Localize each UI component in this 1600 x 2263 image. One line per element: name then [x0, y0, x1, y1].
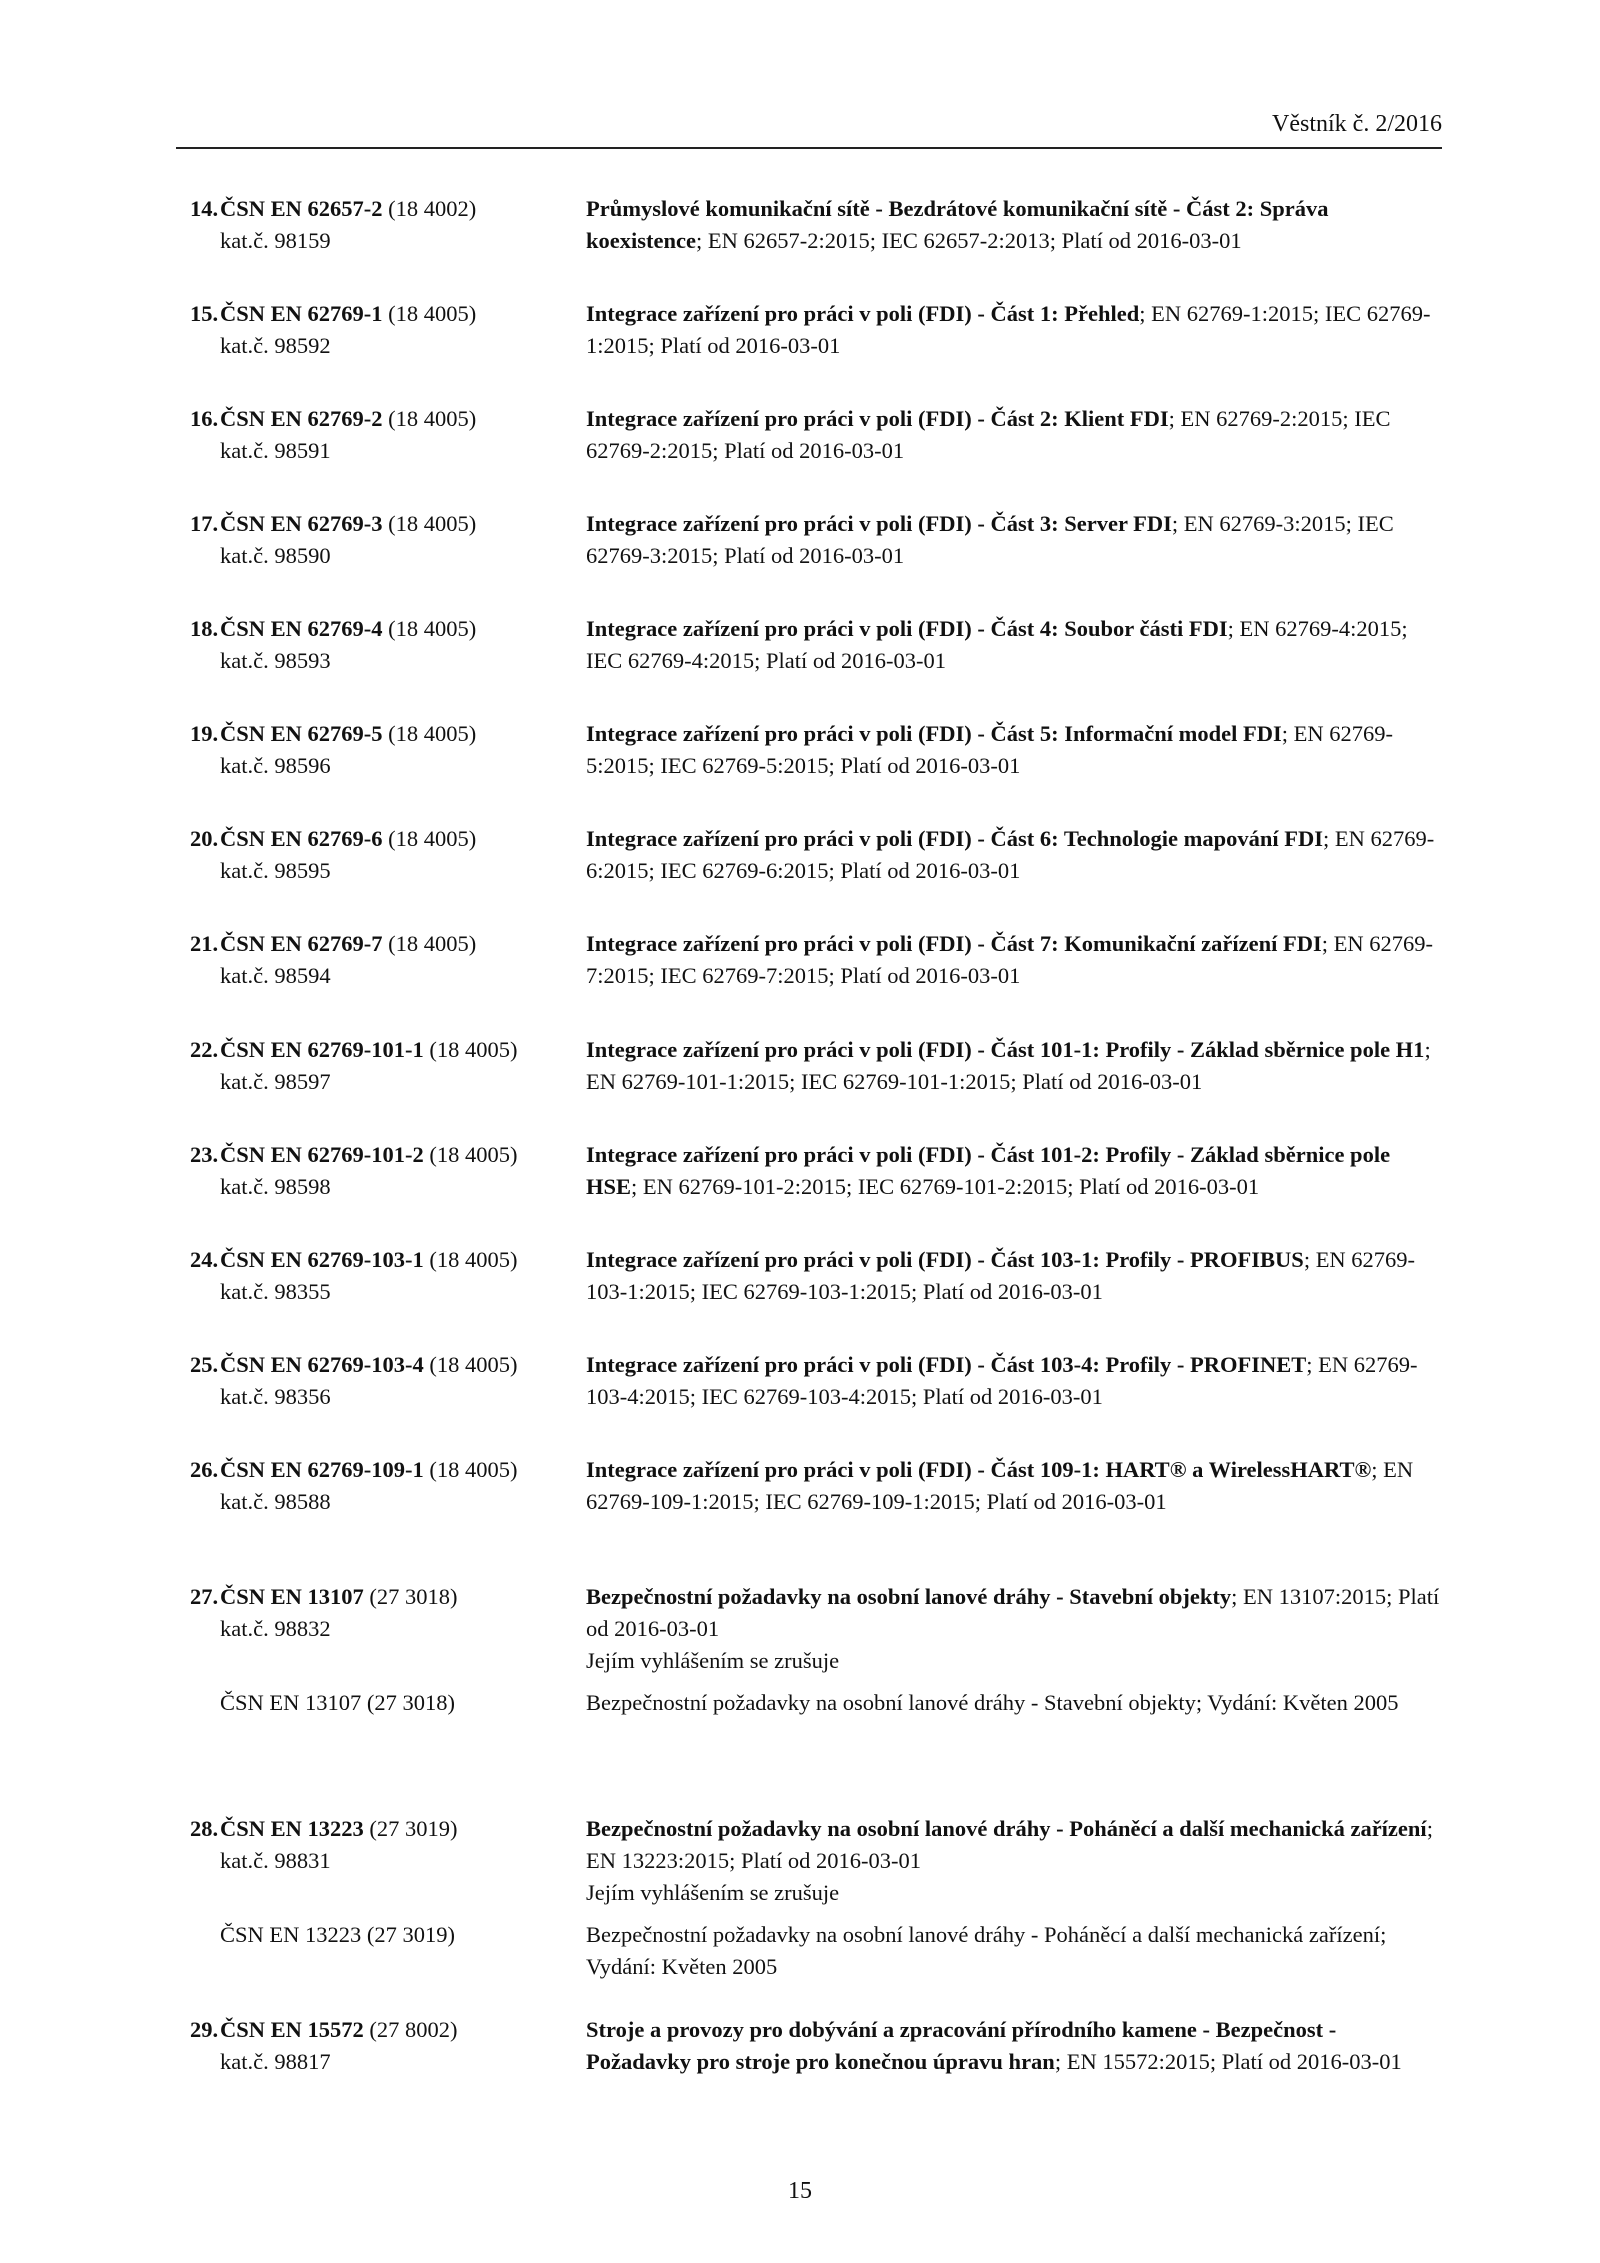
entry-number: 15.	[190, 301, 219, 326]
standard-id-block	[190, 1034, 586, 1098]
catalog-number: kat.č. 98159	[220, 228, 331, 253]
entry-number: 21.	[190, 931, 219, 956]
standard-code: ČSN EN 62769-101-2	[220, 1142, 424, 1167]
standard-entry	[190, 508, 1450, 572]
classification-code: (27 8002)	[369, 2017, 458, 2042]
entry-number: 28.	[190, 1816, 219, 1841]
standard-details: ; EN 62769-103-1:2015; IEC 62769-103-1:2015; Platí od 2016-03-01	[586, 1247, 1416, 1304]
standard-details: ; EN 62769-4:2015; IEC 62769-4:2015; Platí od 2016-03-01	[586, 616, 1408, 673]
standard-id-block	[190, 1581, 586, 1677]
standard-description	[586, 193, 1446, 257]
catalog-number: kat.č. 98817	[220, 2049, 331, 2074]
standard-entry	[190, 298, 1450, 362]
catalog-number: kat.č. 98588	[220, 1489, 331, 1514]
withdrawn-standard-code: ČSN EN 13107 (27 3018)	[220, 1690, 455, 1715]
standard-details: ; EN 62769-6:2015; IEC 62769-6:2015; Platí od 2016-03-01	[586, 826, 1435, 883]
standard-title: Bezpečnostní požadavky na osobní lanové dráhy - Stavební objekty	[586, 1584, 1232, 1609]
standard-title: Integrace zařízení pro práci v poli (FDI) - Část 7: Komunikační zařízení FDI	[586, 931, 1322, 956]
standard-id-block	[190, 193, 586, 257]
standard-description	[586, 1349, 1446, 1413]
standard-entry	[190, 823, 1450, 887]
standard-entry	[190, 1454, 1450, 1518]
catalog-number: kat.č. 98596	[220, 753, 331, 778]
standard-entry	[190, 193, 1450, 257]
standard-code: ČSN EN 13223	[220, 1816, 364, 1841]
catalog-number: kat.č. 98356	[220, 1384, 331, 1409]
standard-description	[586, 2014, 1446, 2078]
standard-details: ; EN 62657-2:2015; IEC 62657-2:2013; Platí od 2016-03-01	[695, 228, 1242, 253]
standard-title: Integrace zařízení pro práci v poli (FDI) - Část 101-1: Profily - Základ sběrnice pole H1	[586, 1037, 1425, 1062]
standard-description	[586, 1034, 1446, 1098]
standard-code: ČSN EN 62657-2	[220, 196, 383, 221]
standard-description	[586, 1454, 1446, 1518]
standard-description	[586, 1813, 1446, 1877]
standard-details: ; EN 62769-5:2015; IEC 62769-5:2015; Platí od 2016-03-01	[586, 721, 1393, 778]
catalog-number: kat.č. 98590	[220, 543, 331, 568]
supersedes-note: Jejím vyhlášením se zrušuje	[586, 1648, 840, 1673]
catalog-number: kat.č. 98832	[220, 1616, 331, 1641]
catalog-number: kat.č. 98593	[220, 648, 331, 673]
standard-id-block	[190, 403, 586, 467]
standard-code: ČSN EN 13107	[220, 1584, 364, 1609]
withdrawn-standard-description: Bezpečnostní požadavky na osobní lanové dráhy - Poháněcí a další mechanická zařízení; Vydání: Květen 2005	[586, 1922, 1387, 1979]
entry-number: 23.	[190, 1142, 219, 1167]
standard-code: ČSN EN 62769-6	[220, 826, 383, 851]
entry-number: 29.	[190, 2017, 219, 2042]
standard-code: ČSN EN 62769-2	[220, 406, 383, 431]
classification-code: (18 4005)	[388, 721, 477, 746]
standard-id-block	[190, 823, 586, 887]
entry-number: 16.	[190, 406, 219, 431]
standard-id-block	[190, 2014, 586, 2078]
standard-entry	[190, 1244, 1450, 1308]
standard-description	[586, 613, 1446, 677]
standard-details: ; EN 62769-109-1:2015; IEC 62769-109-1:2015; Platí od 2016-03-01	[586, 1457, 1414, 1514]
standard-id-block	[190, 1139, 586, 1203]
standard-details: ; EN 62769-103-4:2015; IEC 62769-103-4:2015; Platí od 2016-03-01	[586, 1352, 1418, 1409]
standard-details: ; EN 13107:2015; Platí od 2016-03-01	[586, 1584, 1440, 1641]
standard-entry	[190, 928, 1450, 992]
standard-id-block	[190, 613, 586, 677]
standard-title: Bezpečnostní požadavky na osobní lanové dráhy - Poháněcí a další mechanická zařízení	[586, 1816, 1427, 1841]
catalog-number: kat.č. 98595	[220, 858, 331, 883]
entry-number: 26.	[190, 1457, 219, 1482]
standard-details: ; EN 15572:2015; Platí od 2016-03-01	[1054, 2049, 1402, 2074]
classification-code: (18 4005)	[388, 406, 477, 431]
standard-id-block	[190, 1244, 586, 1308]
standard-code: ČSN EN 62769-109-1	[220, 1457, 424, 1482]
classification-code: (18 4005)	[388, 826, 477, 851]
classification-code: (18 4005)	[388, 301, 477, 326]
standard-title: Integrace zařízení pro práci v poli (FDI) - Část 103-4: Profily - PROFINET	[586, 1352, 1307, 1377]
withdrawn-standard-description: Bezpečnostní požadavky na osobní lanové dráhy - Stavební objekty; Vydání: Květen 2005	[586, 1690, 1399, 1715]
standard-title: Stroje a provozy pro dobývání a zpracování přírodního kamene - Bezpečnost - Požadavky pro stroje pro konečnou úpravu hran	[586, 2017, 1337, 2074]
standard-title: Integrace zařízení pro práci v poli (FDI) - Část 109-1: HART® a WirelessHART®	[586, 1457, 1372, 1482]
standard-code: ČSN EN 62769-101-1	[220, 1037, 424, 1062]
supersedes-note: Jejím vyhlášením se zrušuje	[586, 1880, 840, 1905]
standard-title: Integrace zařízení pro práci v poli (FDI) - Část 1: Přehled	[586, 301, 1140, 326]
entry-number: 19.	[190, 721, 219, 746]
standard-description	[586, 1581, 1446, 1645]
standard-entry	[190, 1349, 1450, 1413]
standard-details: ; EN 62769-7:2015; IEC 62769-7:2015; Platí od 2016-03-01	[586, 931, 1433, 988]
standard-id-block	[190, 928, 586, 992]
standard-id-block	[190, 718, 586, 782]
withdrawn-standard-code: ČSN EN 13223 (27 3019)	[220, 1922, 455, 1947]
standard-title: Integrace zařízení pro práci v poli (FDI) - Část 2: Klient FDI	[586, 406, 1169, 431]
standard-code: ČSN EN 62769-1	[220, 301, 383, 326]
standard-code: ČSN EN 62769-103-4	[220, 1352, 424, 1377]
standard-details: ; EN 62769-2:2015; IEC 62769-2:2015; Platí od 2016-03-01	[586, 406, 1391, 463]
standard-title: Integrace zařízení pro práci v poli (FDI) - Část 103-1: Profily - PROFIBUS	[586, 1247, 1304, 1272]
entry-number: 14.	[190, 196, 219, 221]
standard-description	[586, 823, 1446, 887]
catalog-number: kat.č. 98591	[220, 438, 331, 463]
classification-code: (18 4005)	[429, 1457, 518, 1482]
standard-entry	[190, 1813, 1450, 1983]
standard-title: Integrace zařízení pro práci v poli (FDI) - Část 101-2: Profily - Základ sběrnice pole HSE	[586, 1142, 1391, 1199]
classification-code: (18 4005)	[429, 1352, 518, 1377]
standard-code: ČSN EN 62769-4	[220, 616, 383, 641]
standard-description	[586, 718, 1446, 782]
standard-code: ČSN EN 62769-3	[220, 511, 383, 536]
entry-number: 24.	[190, 1247, 219, 1272]
journal-issue: Věstník č. 2/2016	[1272, 111, 1442, 137]
standard-entry	[190, 1139, 1450, 1203]
standard-entry	[190, 718, 1450, 782]
standard-description	[586, 1244, 1446, 1308]
standard-description	[586, 508, 1446, 572]
standard-description	[586, 298, 1446, 362]
classification-code: (18 4005)	[388, 616, 477, 641]
standard-id-block	[190, 1349, 586, 1413]
standard-id-block	[190, 1813, 586, 1909]
standard-entry	[190, 613, 1450, 677]
standard-id-block	[190, 1454, 586, 1518]
entry-number: 20.	[190, 826, 219, 851]
classification-code: (27 3018)	[369, 1584, 458, 1609]
catalog-number: kat.č. 98597	[220, 1069, 331, 1094]
standard-title: Integrace zařízení pro práci v poli (FDI) - Část 5: Informační model FDI	[586, 721, 1282, 746]
catalog-number: kat.č. 98594	[220, 963, 331, 988]
standard-code: ČSN EN 62769-103-1	[220, 1247, 424, 1272]
standard-entry	[190, 1034, 1450, 1098]
classification-code: (18 4005)	[429, 1247, 518, 1272]
entry-number: 17.	[190, 511, 219, 536]
entry-number: 27.	[190, 1584, 219, 1609]
catalog-number: kat.č. 98355	[220, 1279, 331, 1304]
catalog-number: kat.č. 98592	[220, 333, 331, 358]
standard-details: ; EN 62769-1:2015; IEC 62769-1:2015; Platí od 2016-03-01	[586, 301, 1431, 358]
standard-details: ; EN 62769-3:2015; IEC 62769-3:2015; Platí od 2016-03-01	[586, 511, 1394, 568]
standard-entry	[190, 403, 1450, 467]
standard-entry	[190, 2014, 1450, 2078]
classification-code: (18 4005)	[388, 931, 477, 956]
page-header	[176, 108, 1442, 149]
classification-code: (27 3019)	[369, 1816, 458, 1841]
standard-title: Integrace zařízení pro práci v poli (FDI) - Část 6: Technologie mapování FDI	[586, 826, 1324, 851]
standard-id-block	[190, 508, 586, 572]
standard-description	[586, 403, 1446, 467]
standard-entry	[190, 1581, 1450, 1719]
standard-code: ČSN EN 62769-7	[220, 931, 383, 956]
standard-details: ; EN 13223:2015; Platí od 2016-03-01	[586, 1816, 1433, 1873]
classification-code: (18 4002)	[388, 196, 477, 221]
classification-code: (18 4005)	[429, 1037, 518, 1062]
entry-number: 22.	[190, 1037, 219, 1062]
catalog-number: kat.č. 98598	[220, 1174, 331, 1199]
standard-description	[586, 928, 1446, 992]
standard-details: ; EN 62769-101-1:2015; IEC 62769-101-1:2015; Platí od 2016-03-01	[586, 1037, 1431, 1094]
classification-code: (18 4005)	[429, 1142, 518, 1167]
standard-title: Integrace zařízení pro práci v poli (FDI) - Část 3: Server FDI	[586, 511, 1172, 536]
classification-code: (18 4005)	[388, 511, 477, 536]
standard-title: Průmyslové komunikační sítě - Bezdrátové komunikační sítě - Část 2: Správa koexistence	[586, 196, 1329, 253]
standard-title: Integrace zařízení pro práci v poli (FDI) - Část 4: Soubor části FDI	[586, 616, 1228, 641]
entry-number: 25.	[190, 1352, 219, 1377]
standard-code: ČSN EN 15572	[220, 2017, 364, 2042]
standard-details: ; EN 62769-101-2:2015; IEC 62769-101-2:2015; Platí od 2016-03-01	[631, 1174, 1260, 1199]
catalog-number: kat.č. 98831	[220, 1848, 331, 1873]
standard-id-block	[190, 298, 586, 362]
page-number: 15	[788, 2178, 812, 2204]
standard-description	[586, 1139, 1446, 1203]
entry-number: 18.	[190, 616, 219, 641]
standard-code: ČSN EN 62769-5	[220, 721, 383, 746]
